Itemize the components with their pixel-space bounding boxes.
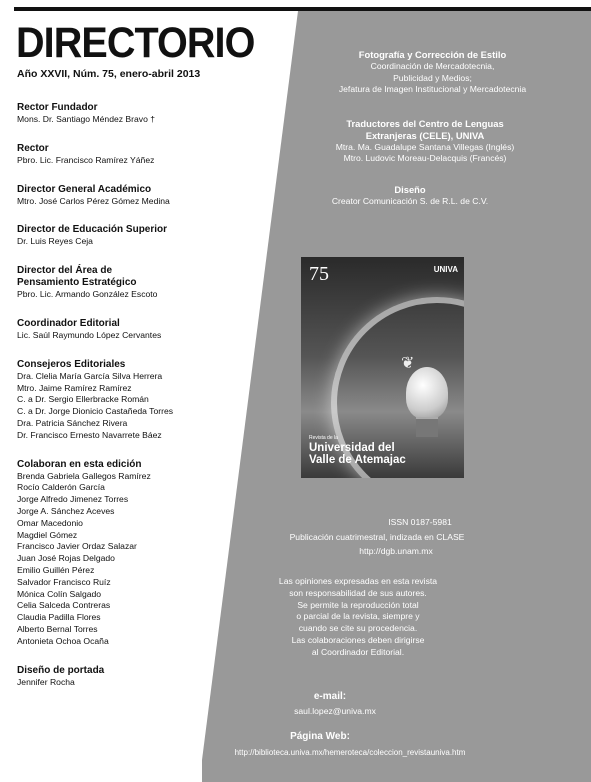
email-link[interactable]: saul.lopez@univa.mx bbox=[294, 706, 376, 716]
staff-name: Mons. Dr. Santiago Méndez Bravo † bbox=[17, 114, 156, 124]
photo-heading: Fotografía y Corrección de Estilo bbox=[358, 49, 507, 60]
staff-block bbox=[17, 318, 287, 342]
web-heading: Página Web: bbox=[290, 731, 350, 742]
staff-role: Director General Académico bbox=[17, 183, 152, 195]
disclaimer-line: cuando se cite su procedencia. bbox=[298, 623, 418, 634]
staff-list bbox=[17, 102, 287, 705]
staff-name: Jorge A. Sánchez Aceves bbox=[17, 505, 115, 516]
staff-block bbox=[17, 265, 287, 301]
cover-title bbox=[309, 442, 406, 466]
staff-name: C. a Dr. Jorge Dionicio Castañeda Torres bbox=[17, 406, 174, 417]
staff-block bbox=[17, 102, 287, 126]
photo-line: Jefatura de Imagen Institucional y Mercadotecnia bbox=[338, 84, 527, 95]
staff-name: Claudia Padilla Flores bbox=[17, 612, 101, 623]
staff-name: Mtro. Jaime Ramírez Ramírez bbox=[17, 382, 132, 393]
cover-title-line: Universidad del bbox=[309, 442, 395, 454]
design-line: Creator Comunicación S. de R.L. de C.V. bbox=[331, 195, 489, 206]
translator-line: Mtro. Ludovic Moreau-Delacquis (Francés) bbox=[343, 153, 507, 164]
dgb-link[interactable]: http://dgb.unam.mx bbox=[359, 546, 433, 556]
staff-block bbox=[17, 224, 287, 248]
page-title: DIRECTORIO bbox=[16, 19, 255, 67]
staff-role: Coordinador Editorial bbox=[17, 317, 120, 329]
staff-name: Dra. Clelia María García Silva Herrera bbox=[17, 370, 163, 381]
staff-name: Juan José Rojas Delgado bbox=[17, 553, 115, 564]
staff-name: Jorge Alfredo Jimenez Torres bbox=[17, 494, 129, 505]
staff-name: Emilio Guillén Pérez bbox=[17, 564, 95, 575]
staff-name: Magdiel Gómez bbox=[17, 529, 78, 540]
translators-heading: Extranjeras (CELE), UNIVA bbox=[365, 129, 485, 141]
staff-name: Brenda Gabriela Gallegos Ramírez bbox=[17, 470, 151, 481]
lightbulb-base bbox=[416, 417, 438, 437]
disclaimer bbox=[248, 576, 468, 659]
disclaimer-line: o parcial de la revista, siempre y bbox=[296, 611, 420, 622]
photo-line: Coordinación de Mercadotecnia, bbox=[370, 60, 495, 71]
photo-line: Publicidad y Medios; bbox=[393, 72, 472, 83]
translators-heading: Traductores del Centro de Lenguas bbox=[346, 118, 504, 129]
staff-name: Pbro. Lic. Francisco Ramírez Yáñez bbox=[17, 154, 155, 165]
staff-name: Pbro. Lic. Armando González Escoto bbox=[17, 289, 158, 300]
web-link[interactable]: http://biblioteca.univa.mx/hemeroteca/coleccion_revistauniva.htm bbox=[234, 748, 466, 757]
staff-block bbox=[17, 665, 287, 689]
lightbulb-icon bbox=[406, 367, 448, 419]
butterfly-icon: ❦ bbox=[401, 355, 415, 372]
staff-role: Rector Fundador bbox=[17, 102, 98, 113]
staff-role: Diseño de portada bbox=[17, 664, 105, 676]
disclaimer-line: Se permite la reproducción total bbox=[297, 599, 419, 610]
cover-title-line: Valle de Atemajac bbox=[309, 454, 406, 466]
staff-name: Rocío Calderón García bbox=[17, 482, 105, 493]
staff-name: Salvador Francisco Ruíz bbox=[17, 576, 111, 587]
staff-role: Colaboran en esta edición bbox=[17, 458, 142, 470]
staff-name: Mónica Colín Salgado bbox=[17, 588, 102, 599]
staff-name: Dr. Francisco Ernesto Navarrete Báez bbox=[17, 429, 162, 440]
staff-name: Antonieta Ochoa Ocaña bbox=[17, 635, 109, 646]
publication-note: Publicación cuatrimestral, indizada en CLASE bbox=[289, 532, 465, 542]
translator-line: Mtra. Ma. Guadalupe Santana Villegas (Inglés) bbox=[335, 141, 515, 152]
staff-name: Celia Salceda Contreras bbox=[17, 600, 111, 611]
staff-name: Dr. Luis Reyes Ceja bbox=[17, 236, 93, 247]
staff-name: Omar Macedonio bbox=[17, 517, 83, 528]
design-credits bbox=[290, 184, 530, 208]
staff-name: C. a Dr. Sergio Ellerbracke Román bbox=[17, 394, 149, 405]
staff-name: Francisco Javier Ordaz Salazar bbox=[17, 541, 137, 552]
staff-name: Dra. Patricia Sánchez Rivera bbox=[17, 417, 128, 428]
email-heading: e-mail: bbox=[313, 691, 347, 702]
cover-number: 75 bbox=[309, 263, 329, 285]
staff-block bbox=[17, 143, 287, 167]
staff-block bbox=[17, 459, 287, 648]
staff-name: Alberto Bernal Torres bbox=[17, 623, 98, 634]
disclaimer-line: Las colaboraciones deben dirigirse bbox=[291, 634, 425, 645]
cover-small-text: Revista de la bbox=[309, 435, 338, 441]
photo-credits bbox=[320, 49, 545, 96]
disclaimer-line: Las opiniones expresadas en esta revista bbox=[278, 576, 438, 586]
staff-name: Mtro. José Carlos Pérez Gómez Medina bbox=[17, 195, 170, 206]
magazine-cover-image bbox=[301, 257, 464, 478]
design-heading: Diseño bbox=[394, 184, 426, 195]
univa-logo: UNIVA bbox=[433, 265, 458, 274]
staff-role: Director de Educación Superior bbox=[17, 224, 168, 236]
issn: ISSN 0187-5981 bbox=[388, 517, 452, 527]
staff-name: Lic. Saúl Raymundo López Cervantes bbox=[17, 329, 162, 340]
staff-block bbox=[17, 359, 287, 442]
disclaimer-line: al Coordinador Editorial. bbox=[311, 646, 405, 657]
translators bbox=[305, 118, 545, 165]
staff-role: Director del Área de Pensamiento Estratégico bbox=[17, 265, 137, 289]
staff-role: Consejeros Editoriales bbox=[17, 358, 126, 370]
staff-role: Rector bbox=[17, 142, 49, 154]
staff-block bbox=[17, 184, 287, 208]
staff-name: Jennifer Rocha bbox=[17, 676, 75, 687]
disclaimer-line: son responsabilidad de sus autores. bbox=[289, 587, 427, 598]
issue-subtitle: Año XXVII, Núm. 75, enero-abril 2013 bbox=[17, 68, 201, 80]
